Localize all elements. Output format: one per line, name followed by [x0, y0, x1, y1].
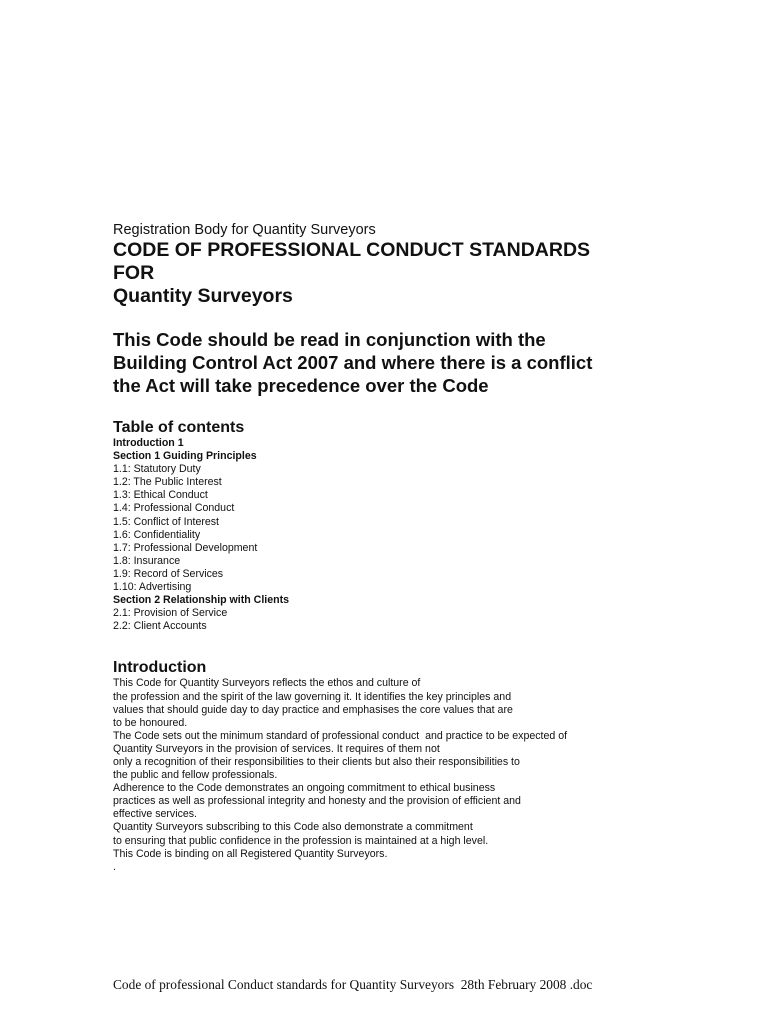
toc-entry: 1.6: Confidentiality — [113, 528, 201, 541]
document-subtitle: Registration Body for Quantity Surveyors — [113, 222, 376, 238]
toc-entry: Introduction 1 — [113, 437, 184, 449]
toc-entry: 1.3: Ethical Conduct — [113, 489, 208, 502]
introduction-line: to ensuring that public confidence in the profession is maintained at a high level. — [113, 834, 489, 847]
toc-heading: Table of contents — [113, 419, 245, 436]
toc-entry: 2.2: Client Accounts — [113, 620, 207, 633]
toc-entry: 1.9: Record of Services — [113, 567, 224, 580]
introduction-line: The Code sets out the minimum standard of professional conduct and practice to be expected of — [113, 729, 568, 742]
introduction-line: only a recognition of their responsibilities to their clients but also their responsibilities to — [113, 755, 520, 768]
introduction-line: . — [113, 860, 116, 873]
introduction-line: Adherence to the Code demonstrates an ongoing commitment to ethical business — [113, 782, 496, 795]
toc-entry: 1.10: Advertising — [113, 581, 192, 594]
introduction-line: values that should guide day to day practice and emphasises the core values that are — [113, 703, 513, 716]
introduction-heading: Introduction — [113, 659, 207, 677]
title-line: FOR — [113, 262, 155, 284]
toc-entry: Section 1 Guiding Principles — [113, 450, 257, 463]
toc-entry: 1.1: Statutory Duty — [113, 463, 201, 476]
introduction-body — [113, 677, 713, 873]
precedence-notice — [113, 328, 713, 397]
toc-entry: 1.4: Professional Conduct — [113, 502, 235, 515]
title-line: CODE OF PROFESSIONAL CONDUCT STANDARDS — [113, 239, 591, 261]
notice-line: Building Control Act 2007 and where there is a conflict — [113, 352, 593, 373]
notice-line: the Act will take precedence over the Code — [113, 375, 489, 396]
introduction-line: effective services. — [113, 808, 197, 821]
introduction-line: Quantity Surveyors in the provision of services. It requires of them not — [113, 742, 440, 755]
toc-entry: Section 2 Relationship with Clients — [113, 594, 289, 607]
title-line: Quantity Surveyors — [113, 285, 293, 307]
introduction-line: the profession and the spirit of the law governing it. It identifies the key principles and — [113, 690, 512, 703]
toc-entry: 1.5: Conflict of Interest — [113, 515, 219, 528]
introduction-line: This Code for Quantity Surveyors reflects the ethos and culture of — [113, 677, 421, 690]
introduction-line: to be honoured. — [113, 716, 188, 729]
introduction-line: the public and fellow professionals. — [113, 769, 278, 782]
toc-entry: 1.2: The Public Interest — [113, 476, 222, 489]
introduction-line: This Code is binding on all Registered Quantity Surveyors. — [113, 847, 388, 860]
notice-line: This Code should be read in conjunction with the — [113, 329, 546, 350]
document-content — [113, 221, 713, 874]
toc-entry: 1.8: Insurance — [113, 554, 181, 567]
introduction-line: Quantity Surveyors subscribing to this Code also demonstrate a commitment — [113, 821, 473, 834]
introduction-line: practices as well as professional integrity and honesty and the provision of efficient and — [113, 795, 521, 808]
toc-entry: 1.7: Professional Development — [113, 541, 258, 554]
toc-entry: 2.1: Provision of Service — [113, 607, 228, 620]
table-of-contents — [113, 437, 713, 633]
page-footer: Code of professional Conduct standards for Quantity Surveyors 28th February 2008 .doc — [113, 977, 593, 992]
document-title — [113, 239, 713, 308]
